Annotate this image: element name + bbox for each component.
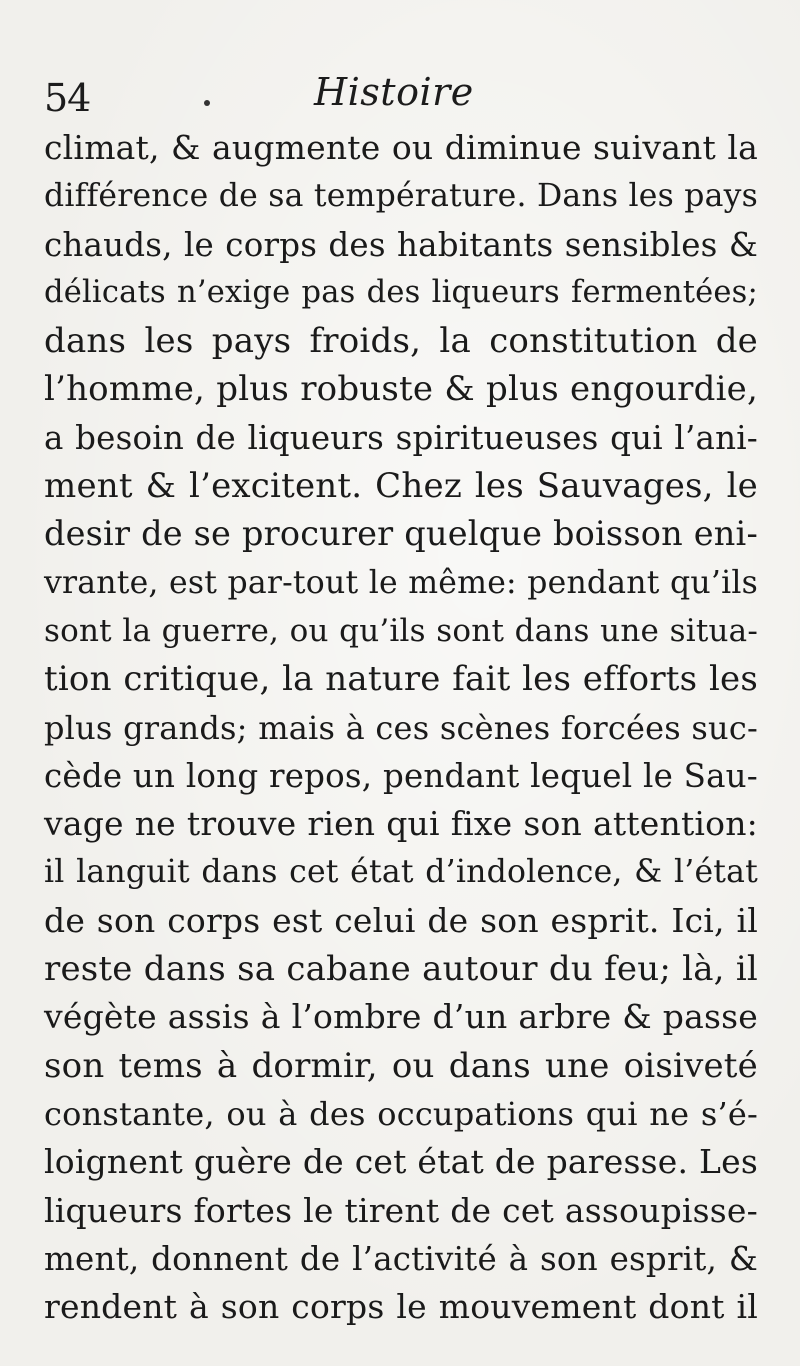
text-line: rendent à son corps le mouvement dont il — [44, 1287, 758, 1327]
text-line: loignent guère de cet état de paresse. Les — [44, 1142, 758, 1182]
text-line: chauds, le corps des habitants sensibles & — [44, 225, 758, 264]
text-line: vage ne trouve rien qui fixe son attention: — [44, 804, 758, 844]
text-line: végète assis à l’ombre d’un arbre & passe — [44, 997, 758, 1037]
text-line: l’homme, plus robuste & plus engourdie, — [44, 369, 758, 410]
text-line: constante, ou à des occupations qui ne s’é- — [44, 1094, 758, 1133]
text-line: reste dans sa cabane autour du feu; là, il — [44, 949, 758, 990]
page-header — [44, 70, 756, 120]
text-line: dans les pays froids, la constitution de — [44, 321, 758, 362]
text-line: ment & l’excitent. Chez les Sauvages, le — [44, 466, 758, 507]
body-text — [44, 124, 758, 1331]
text-line: sont la guerre, ou qu’ils sont dans une situa- — [44, 612, 758, 649]
text-line: délicats n’exige pas des liqueurs fermentées; — [44, 274, 758, 310]
text-line: desir de se procurer quelque boisson eni- — [44, 514, 758, 554]
text-line: de son corps est celui de son esprit. Ici, il — [44, 900, 758, 940]
running-title: Histoire — [314, 70, 474, 114]
text-line: plus grands; mais à ces scènes forcées suc- — [44, 708, 758, 747]
text-line: a besoin de liqueurs spiritueuses qui l’ani- — [44, 418, 758, 457]
text-line: différence de sa température. Dans les pays — [44, 178, 758, 215]
printer-dot — [204, 100, 210, 106]
text-line: cède un long repos, pendant lequel le Sau- — [44, 756, 758, 795]
text-line: ment, donnent de l’activité à son esprit, & — [44, 1239, 758, 1278]
page-number: 54 — [44, 76, 91, 120]
text-line: vrante, est par-tout le même: pendant qu’ils — [44, 564, 758, 601]
text-line: son tems à dormir, ou dans une oisiveté — [44, 1045, 758, 1086]
text-line: tion critique, la nature fait les efforts les — [44, 659, 758, 700]
text-line: liqueurs fortes le tirent de cet assoupisse- — [44, 1190, 758, 1230]
text-line: il languit dans cet état d’indolence, & l’état — [44, 854, 758, 891]
text-line: climat, & augmente ou diminue suivant la — [44, 128, 758, 167]
